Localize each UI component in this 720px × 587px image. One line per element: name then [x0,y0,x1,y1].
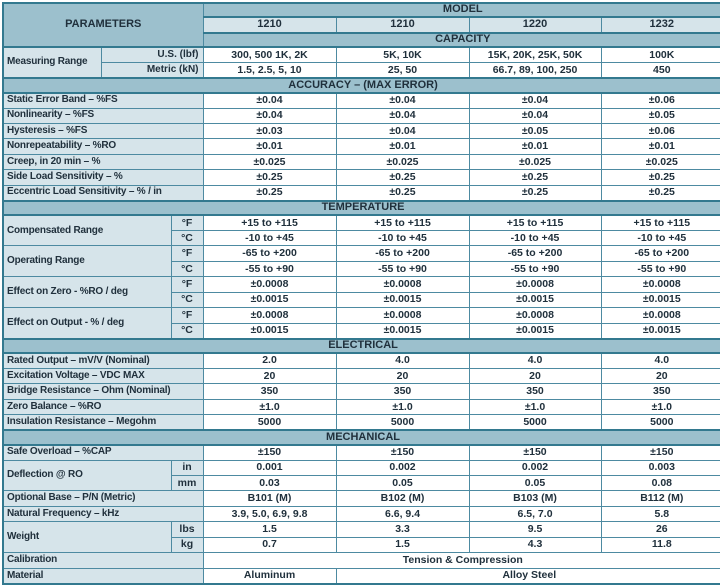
table-row [3,339,720,353]
value-cell: ±0.0008 [601,308,720,323]
value-cell: 0.001 [203,460,336,475]
value-cell: ±0.0008 [469,277,601,292]
unit-cell: °C [171,231,203,246]
table-row [3,139,720,154]
value-cell: 15K, 20K, 25K, 50K [469,47,601,62]
table-row [3,170,720,185]
table-row [3,353,720,368]
value-cell: ±0.05 [601,108,720,123]
value-cell: 6.5, 7.0 [469,506,601,521]
value-cell: +15 to +115 [469,215,601,230]
value-cell: ±0.04 [469,108,601,123]
value-cell: ±0.04 [203,108,336,123]
value-cell: ±0.25 [601,185,720,200]
value-cell: ±1.0 [203,399,336,414]
value-cell: B101 (M) [203,491,336,506]
value-cell: ±0.04 [336,123,469,138]
value-cell: 1.5 [203,522,336,537]
table-row [3,63,720,78]
value-cell: 1.5 [336,537,469,552]
table-row [3,3,720,17]
section-header-cell: CAPACITY [203,33,720,47]
value-cell: ±0.04 [336,93,469,108]
value-cell: 0.05 [469,475,601,490]
value-cell: 450 [601,63,720,78]
value-cell: -55 to +90 [601,261,720,276]
unit-cell: °F [171,246,203,261]
table-row [3,154,720,169]
value-cell: ±0.25 [203,185,336,200]
row-label-cell: Measuring Range [3,47,101,78]
row-label-cell: Eccentric Load Sensitivity – % / in [3,185,203,200]
table-row [3,445,720,460]
value-cell: 20 [336,368,469,383]
value-cell: ±0.01 [203,139,336,154]
value-cell: -10 to +45 [203,231,336,246]
value-cell: 0.05 [336,475,469,490]
model-cell: 1232 [601,17,720,32]
value-cell: -65 to +200 [203,246,336,261]
row-label-cell: Nonlinearity – %FS [3,108,203,123]
table-row [3,415,720,430]
value-cell: ±0.25 [469,170,601,185]
row-label-cell: Safe Overload – %CAP [3,445,203,460]
table-row [3,506,720,521]
row-label-cell: Static Error Band – %FS [3,93,203,108]
value-cell: ±0.25 [601,170,720,185]
value-cell: ±0.025 [601,154,720,169]
value-cell: -55 to +90 [203,261,336,276]
value-cell: ±0.01 [601,139,720,154]
row-label-cell: Effect on Output - % / deg [3,308,171,339]
value-cell: +15 to +115 [203,215,336,230]
row-label-cell: Deflection @ RO [3,460,171,491]
table-row [3,108,720,123]
value-cell: -10 to +45 [336,231,469,246]
value-cell: 4.0 [336,353,469,368]
value-cell: ±150 [469,445,601,460]
value-cell: Alloy Steel [336,568,720,584]
table-row [3,460,720,475]
value-cell: ±0.0015 [203,323,336,338]
value-cell: 0.002 [469,460,601,475]
value-cell: ±0.0015 [601,323,720,338]
value-cell: ±0.025 [469,154,601,169]
value-cell: ±0.0008 [601,277,720,292]
unit-cell: °F [171,277,203,292]
value-cell: ±0.0015 [469,292,601,307]
unit-cell: °C [171,261,203,276]
value-cell: 11.8 [601,537,720,552]
value-cell: 26 [601,522,720,537]
value-cell: 350 [601,384,720,399]
value-cell: 5000 [336,415,469,430]
table-row [3,430,720,444]
value-cell: ±0.0008 [336,277,469,292]
value-cell: -55 to +90 [336,261,469,276]
value-cell: ±1.0 [336,399,469,414]
table-row [3,522,720,537]
table-row [3,491,720,506]
value-cell: ±0.0008 [469,308,601,323]
value-cell: 3.3 [336,522,469,537]
spec-table-body [3,3,720,584]
value-cell: 300, 500 1K, 2K [203,47,336,62]
table-row [3,123,720,138]
value-cell: Tension & Compression [203,553,720,568]
row-label-cell: Operating Range [3,246,171,277]
table-row [3,308,720,323]
value-cell: ±0.0015 [203,292,336,307]
row-label-cell: Hysteresis – %FS [3,123,203,138]
value-cell: ±0.06 [601,123,720,138]
value-cell: ±1.0 [601,399,720,414]
row-label-cell: Insulation Resistance – Megohm [3,415,203,430]
table-row [3,246,720,261]
value-cell: ±0.06 [601,93,720,108]
value-cell: 0.7 [203,537,336,552]
value-cell: ±150 [336,445,469,460]
table-row [3,368,720,383]
value-cell: 3.9, 5.0, 6.9, 9.8 [203,506,336,521]
value-cell: B112 (M) [601,491,720,506]
value-cell: 5000 [469,415,601,430]
row-label-cell: Rated Output – mV/V (Nominal) [3,353,203,368]
value-cell: -65 to +200 [336,246,469,261]
unit-cell: kg [171,537,203,552]
value-cell: +15 to +115 [336,215,469,230]
value-cell: ±0.025 [203,154,336,169]
table-row [3,553,720,568]
value-cell: ±0.0008 [203,277,336,292]
value-cell: B102 (M) [336,491,469,506]
model-cell: 1220 [469,17,601,32]
value-cell: ±0.01 [469,139,601,154]
value-cell: 66.7, 89, 100, 250 [469,63,601,78]
value-cell: ±0.03 [203,123,336,138]
value-cell: ±0.25 [203,170,336,185]
row-label-cell: Natural Frequency – kHz [3,506,203,521]
value-cell: B103 (M) [469,491,601,506]
section-header-cell: ELECTRICAL [3,339,720,353]
row-label-cell: Bridge Resistance – Ohm (Nominal) [3,384,203,399]
value-cell: 5K, 10K [336,47,469,62]
value-cell: 6.6, 9.4 [336,506,469,521]
row-label-cell: Excitation Voltage – VDC MAX [3,368,203,383]
value-cell: -55 to +90 [469,261,601,276]
section-header-cell: ACCURACY – (MAX ERROR) [3,78,720,92]
value-cell: ±0.0008 [336,308,469,323]
row-label-cell: Effect on Zero - %RO / deg [3,277,171,308]
value-cell: ±0.25 [336,185,469,200]
value-cell: 350 [203,384,336,399]
value-cell: 2.0 [203,353,336,368]
value-cell: ±150 [601,445,720,460]
table-row [3,399,720,414]
value-cell: ±0.01 [336,139,469,154]
row-label-cell: Material [3,568,203,584]
value-cell: Aluminum [203,568,336,584]
value-cell: 350 [469,384,601,399]
value-cell: 4.3 [469,537,601,552]
value-cell: ±0.25 [336,170,469,185]
value-cell: -65 to +200 [469,246,601,261]
unit-cell: mm [171,475,203,490]
unit-cell: in [171,460,203,475]
table-row [3,384,720,399]
value-cell: 5.8 [601,506,720,521]
value-cell: 100K [601,47,720,62]
value-cell: 4.0 [469,353,601,368]
value-cell: 0.08 [601,475,720,490]
unit-cell: °C [171,323,203,338]
value-cell: +15 to +115 [601,215,720,230]
value-cell: 4.0 [601,353,720,368]
unit-cell: Metric (kN) [101,63,203,78]
value-cell: ±0.04 [336,108,469,123]
value-cell: 20 [601,368,720,383]
section-header-cell: MODEL [203,3,720,17]
value-cell: ±1.0 [469,399,601,414]
value-cell: 1.5, 2.5, 5, 10 [203,63,336,78]
table-row [3,277,720,292]
value-cell: 20 [469,368,601,383]
row-label-cell: Side Load Sensitivity – % [3,170,203,185]
value-cell: ±0.04 [469,93,601,108]
unit-cell: °F [171,215,203,230]
value-cell: 0.003 [601,460,720,475]
unit-cell: °F [171,308,203,323]
row-label-cell: Creep, in 20 min – % [3,154,203,169]
model-cell: 1210 [336,17,469,32]
table-row [3,201,720,215]
value-cell: 0.002 [336,460,469,475]
row-label-cell: Compensated Range [3,215,171,246]
table-row [3,215,720,230]
section-header-cell: MECHANICAL [3,430,720,444]
value-cell: 20 [203,368,336,383]
row-label-cell: Calibration [3,553,203,568]
value-cell: ±0.04 [203,93,336,108]
unit-cell: °C [171,292,203,307]
table-row [3,185,720,200]
value-cell: 5000 [601,415,720,430]
value-cell: ±0.0015 [601,292,720,307]
table-row [3,93,720,108]
unit-cell: lbs [171,522,203,537]
section-header-cell: TEMPERATURE [3,201,720,215]
value-cell: ±0.0015 [336,292,469,307]
row-label-cell: Weight [3,522,171,553]
model-cell: 1210 [203,17,336,32]
value-cell: ±0.25 [469,185,601,200]
row-label-cell: Nonrepeatability – %RO [3,139,203,154]
value-cell: 9.5 [469,522,601,537]
value-cell: ±0.0015 [336,323,469,338]
value-cell: ±0.025 [336,154,469,169]
section-header-cell: PARAMETERS [3,3,203,47]
value-cell: 5000 [203,415,336,430]
value-cell: 0.03 [203,475,336,490]
value-cell: -10 to +45 [601,231,720,246]
table-row [3,78,720,92]
value-cell: ±150 [203,445,336,460]
value-cell: 350 [336,384,469,399]
value-cell: 25, 50 [336,63,469,78]
value-cell: ±0.0015 [469,323,601,338]
unit-cell: U.S. (lbf) [101,47,203,62]
value-cell: -10 to +45 [469,231,601,246]
value-cell: -65 to +200 [601,246,720,261]
table-row [3,47,720,62]
table-row [3,568,720,584]
value-cell: ±0.05 [469,123,601,138]
row-label-cell: Zero Balance – %RO [3,399,203,414]
row-label-cell: Optional Base – P/N (Metric) [3,491,203,506]
value-cell: ±0.0008 [203,308,336,323]
spec-table [2,2,720,585]
